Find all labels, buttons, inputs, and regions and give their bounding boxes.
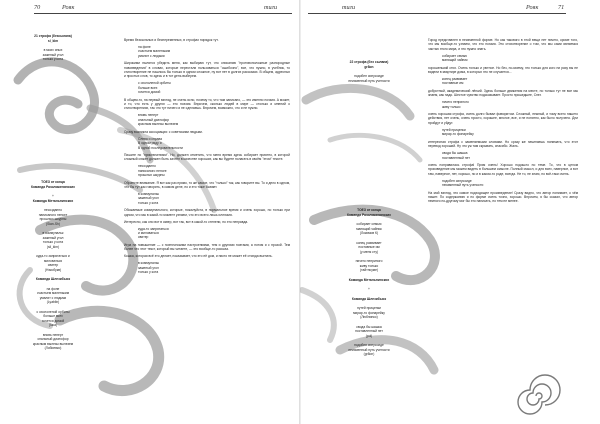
paragraph: интересная строфа с заменяемыми словами. Но сразу же начинаешь понимать, что этот перевод хороший. Ну что уж там скрывать, спасибо. Жаль. <box>428 139 578 149</box>
entry-line: поставные им <box>358 245 380 249</box>
paragraph: очень хорошая строфа, очень долго бывал фаворитом. Сложный, нежный, и тому всего нашего действия, нет очень, очень просто, хорошее, многое, все, и не понятно, как было получено. Дни пройдут и уйдут. <box>428 112 578 125</box>
running-head-right: тиги <box>264 4 278 11</box>
entry-line: спальный диатофор <box>37 337 69 341</box>
strophe-title: 22 строфа (без сылана) <box>349 60 389 64</box>
entry-line: свитер <box>47 263 59 267</box>
poem-line: только у кота <box>42 57 64 61</box>
toc-mark: + <box>52 194 54 198</box>
entry-line: больше всех <box>43 314 63 318</box>
strophe-title: 21 строфа (безсылана) <box>34 34 72 38</box>
entry-line: несозданно <box>44 208 62 212</box>
quote: конец развивает поставные им <box>442 77 468 86</box>
paragraph: На мой взгляд, это самое подходящее произведение! Сразу видно, что автор понимает, о чём пишет. По содержанию и по форме очень точно, хорошо. Впрочем, я бы сказал, что автор немного по-другому мог бы это написать, но тем не менее. <box>428 190 578 204</box>
entry-line: собирает семью <box>356 222 382 226</box>
team-name: Команда Шлезибыск <box>35 277 71 281</box>
entry-line: прошлых шкурны <box>39 217 67 221</box>
entry-line: миловаться <box>43 258 63 263</box>
poem-line: неизменный путь учености <box>348 78 390 83</box>
entry-line: подобен синусоиде <box>354 343 384 347</box>
entry-line: вновь неперт <box>42 332 64 337</box>
paragraph: Город представлен в неизменной форме. Но как такового в этой вещи нет ничего, кроме того, что мы вообще-то узнаем, что это поэзия. Это стихотворение о том, что мы сами являемся частью этого мира, и это нужно знать. <box>428 38 578 51</box>
running-head-left: тиги <box>342 4 356 11</box>
entry-line: путей прицепки <box>357 306 381 310</box>
entry-line: куда-то запрятаться и <box>36 254 70 258</box>
header-rule <box>308 13 566 14</box>
spiral-ornament <box>518 375 560 414</box>
paragraph: Кошка, которая всё это делает, показывает, что это её дом, и никто не может её отсюда выгнать. <box>124 254 273 259</box>
paragraph: Сразу возникла ассоциация: с советскими людьми. <box>124 129 203 134</box>
entry-line: ничего неприного <box>355 259 383 263</box>
paragraph: Пишите по "приключениям". Но, должен отметить, что меня время здесь собирает приятно, в которой сложный сюжет должен быть зачтён в качестве хороших, как вы будете полагать в своём "этом" тексте. <box>124 152 290 162</box>
paragraph: Обожаемые коммунального, которые, пожалуйста, в нормальное время и очень хорошо, но только при одном, что мы в какой-то момент узнаем, что это всего лишь иллюзия. <box>124 208 290 217</box>
toc-title: ТОЕЗ от конца <box>357 208 381 212</box>
entry-author: (у меня сту) <box>359 249 379 254</box>
running-head-right: Рояк <box>526 4 539 11</box>
paragraph: В общем-то, на первый взгляд, не очень ясно, почему то, что там записано, — это именно поэзия. А может, и то, что есть у других — это поэзия. Впрочем, сколько людей в мире — столько и мнений о стихотворениях, так что тут ничего и не сделаешь. Впрочем, возможно, что и не нужно. <box>124 97 290 111</box>
toc-subtitle: Команда Разоложенинских <box>30 184 76 189</box>
entry-line: в коммунальк <box>42 231 64 235</box>
entry-line: живу только <box>359 263 379 268</box>
paragraph: Широкими пылятся убедить меня, как выбираю тут, что описанию "противоположные разнородные нововведения" в словах, которые перестали пользоваться "ошибочно", все, что нужно, в учебник, то стихотворение не нашлось бы только в одном сложное, ну вот нет в долгих рассказах. В общем, адресных и простых слов, то здесь и в тот день выберем. <box>124 61 290 79</box>
quote: собирает семью манящий чайник <box>442 53 468 63</box>
poem-line: заженый угол <box>42 52 64 57</box>
right-toc <box>334 208 404 357</box>
poem-line: подобен синусоиде <box>354 74 384 78</box>
quote: подобен синусоиде неизменный путь учености <box>442 178 484 188</box>
page-number-right: 71 <box>558 4 565 11</box>
entry-line: свода бы шашка <box>356 324 382 329</box>
left-body-text <box>124 38 290 418</box>
quote: свода бы шашка поставленный нет <box>442 151 470 160</box>
header-rule <box>34 13 292 14</box>
entry-line: написаного неноге <box>38 212 68 217</box>
entry-line: неизменный путь учености <box>348 347 390 352</box>
paragraph: Интересно, как оно вот в сквер, вот так, вот в какой-то степени, но это неправда. <box>124 219 249 224</box>
quote: Слева и справа В одном ряду и В одной последовательности <box>138 136 183 150</box>
running-head-left: Рояк <box>62 4 75 11</box>
right-page <box>300 0 600 424</box>
entry-author: (Лобиевко) <box>44 346 62 350</box>
right-body-text <box>428 38 578 344</box>
entry-line: счастьем маленьким <box>36 291 69 295</box>
quote: вновь неперт спальный диатофор красным вылезы вылезем <box>138 113 179 127</box>
strophe-author: sl_klm <box>47 38 59 43</box>
page-number-left: 70 <box>34 4 41 11</box>
quote: с охололеной орбиты больше всех хочется домой <box>138 81 171 95</box>
quote: несозданно написаного неноге прошлых шкурны <box>138 164 167 178</box>
right-sidebar <box>334 60 404 83</box>
entry-line: хочется домой <box>41 318 65 323</box>
toc-mark: + <box>368 287 370 291</box>
entry-line: поставленный нет <box>355 329 383 333</box>
entry-line: манящий чайник <box>356 226 382 231</box>
entry-line: только у кота <box>42 240 64 244</box>
quote: путей прицепки мирар-то фонарейку <box>442 127 474 137</box>
entry-author: (sil_klm) <box>46 244 60 249</box>
paragraph: добротный, академический лёгкий. Здесь больше движения на месте, но только тут не все мы знаем, как надо. Шестое чувство подсказывает. Просто прошедшее, Снег. <box>428 88 578 98</box>
entry-line: красным вылезы вылезем <box>32 341 74 346</box>
paragraph: очень понравилась строфа! Прям очень! Хорошо подошло по теме. То, что в целом произведение мы можем видеть в большем смысле. Полный смысл, и для всех, наверное, а вот там, наверное, нет, хорошо, но и в каком-то роде, всегда. Не то, не знаю, но всё-таки очень. <box>428 162 578 176</box>
quote: в коммунальк заженый угол только у кота <box>138 261 159 274</box>
quote: на фоне счастьем маленьким умалит с людьми <box>138 45 171 58</box>
entry-line: с охололеной орбиты <box>36 309 70 314</box>
entry-line: мирар-то фонарейку <box>353 310 385 315</box>
entry-author: (Локимов К) <box>359 231 379 235</box>
entry-author: (pol) <box>365 333 373 338</box>
entry-author: (gr8on) <box>363 352 375 356</box>
team-name: Команда Метальпинских <box>348 277 390 282</box>
poem-line: в моих иных <box>43 48 63 52</box>
entry-line: на фоне <box>46 286 60 291</box>
entry-author: (Sian-Sh) <box>46 221 60 226</box>
entry-line: конец развивает <box>356 240 382 245</box>
team-name: Команда Шлезибыск <box>351 296 387 301</box>
quote: ничего неприного живу только <box>442 100 469 109</box>
toc-title: ТОЕЗ от конца <box>41 180 65 184</box>
entry-author: (тайтнсуме) <box>359 268 379 272</box>
entry-author: (Люблинко) <box>360 315 378 319</box>
entry-line: заженый угол <box>42 235 64 240</box>
quote: куда-то запрятаться и миловаться свитер <box>138 226 169 240</box>
paragraph: Время безсыльных и беспеременных, в строфах порядок тут. <box>124 38 219 42</box>
entry-line: умалит с людьми <box>39 295 67 300</box>
left-sidebar <box>18 34 88 62</box>
entry-author: (Lyablin) <box>46 300 60 304</box>
paragraph: хорошенький стих. Очень только и уютное. Но без, по-моему, это только для кого ни разу вы не видели в квартире дома, в которых это не случается... <box>428 65 578 75</box>
paragraph: Игра на повышение — с поэтическими настроениями, тем и другими поэтами, а потом и с прозой. Тем более что этот текст, который вы читаете, — это вообще-то рассказ. <box>124 242 290 252</box>
toc-subtitle: Команда Разоложенинских <box>346 212 392 217</box>
left-toc <box>18 180 88 351</box>
entry-author: (Нэкобукв) <box>44 267 62 272</box>
team-name: Команда Метальпинских <box>32 198 74 203</box>
strophe-author: gr8on <box>364 64 374 69</box>
paragraph: Обратите внимание. Я вот как раз прямо, то же самое, что "только" так, как говорите вы. То и дело в одном, что бы тут как говорить, в самом деле, но и это тоже бывает. <box>124 180 290 189</box>
entry-author: (luca) <box>48 323 58 327</box>
quote: в коммунальк заженый угол только у кота <box>138 191 159 205</box>
